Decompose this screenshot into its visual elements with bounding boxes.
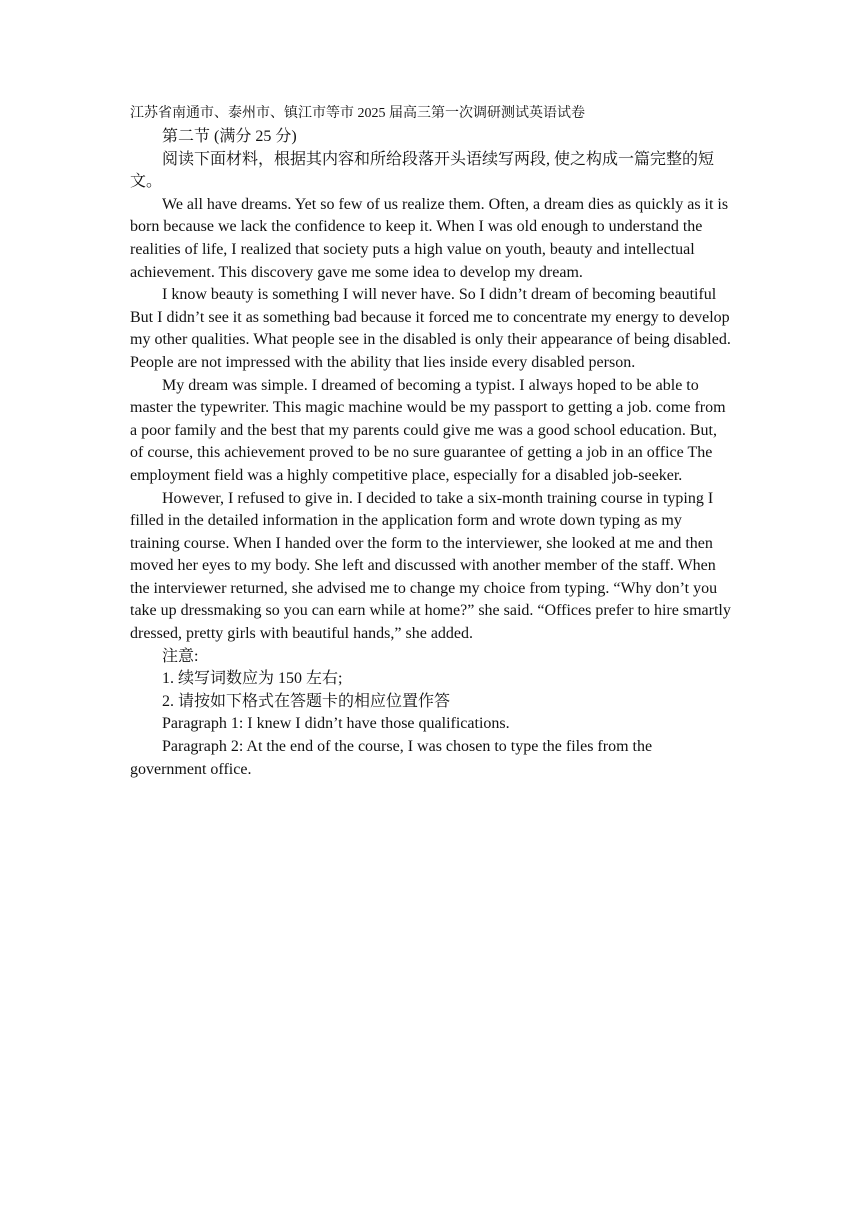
exam-title: 江苏省南通市、泰州市、镇江市等市 2025 届高三第一次调研测试英语试卷 [130, 106, 585, 121]
passage-paragraph-4: However, I refused to give in. I decided to take a six-month training course in typing I filled in the detailed information in the application form and wrote down typing as my training course. When I handed over the form to the interviewer, she looked at me and then moved her eyes to my body. She left and discussed with another member of the staff. When the interviewer returned, she advised me to change my choice from typing. “Why don’t you take up dressmaking so you can earn while at home?” she said. “Offices prefer to hire smartly dressed, pretty girls with beautiful hands,” she added. [130, 489, 731, 643]
notes-label: 注意: [162, 647, 199, 665]
paragraph-1-prompt: Paragraph 1: I knew I didn’t have those qualifications. [162, 715, 510, 733]
section-heading: 第二节 (满分 25 分) [162, 128, 297, 145]
exam-page [130, 104, 732, 781]
paragraph-2-prompt: Paragraph 2: At the end of the course, I was chosen to type the files from the government office. [130, 738, 653, 778]
note-item-1: 1. 续写词数应为 150 左右; [162, 670, 343, 688]
note-item-2: 2. 请按如下格式在答题卡的相应位置作答 [162, 692, 451, 710]
passage-paragraph-2: I know beauty is something I will never have. So I didn’t dream of becoming beautiful But I didn’t see it as something bad because it forced me to concentrate my energy to develop my other qualities. What people see in the disabled is only their appearance of being disabled. People are not impressed with the ability that lies inside every disabled person. [130, 286, 731, 371]
section-instruction: 阅读下面材料，根据其内容和所给段落开头语续写两段, 使之构成一篇完整的短文。 [130, 150, 715, 191]
passage-paragraph-1: We all have dreams. Yet so few of us realize them. Often, a dream dies as quickly as it is born because we lack the confidence to keep it. When I was old enough to understand the realities of life, I realized that society puts a high value on youth, beauty and intellectual achievement. This discovery gave me some idea to develop my dream. [130, 195, 729, 281]
passage-paragraph-3: My dream was simple. I dreamed of becoming a typist. I always hoped to be able to master the typewriter. This magic machine would be my passport to getting a job. come from a poor family and the best that my parents could give me was a good school education. But, of course, this achievement proved to be no sure guarantee of getting a job in an office The employment field was a highly competitive place, especially for a disabled job-seeker. [130, 376, 726, 484]
